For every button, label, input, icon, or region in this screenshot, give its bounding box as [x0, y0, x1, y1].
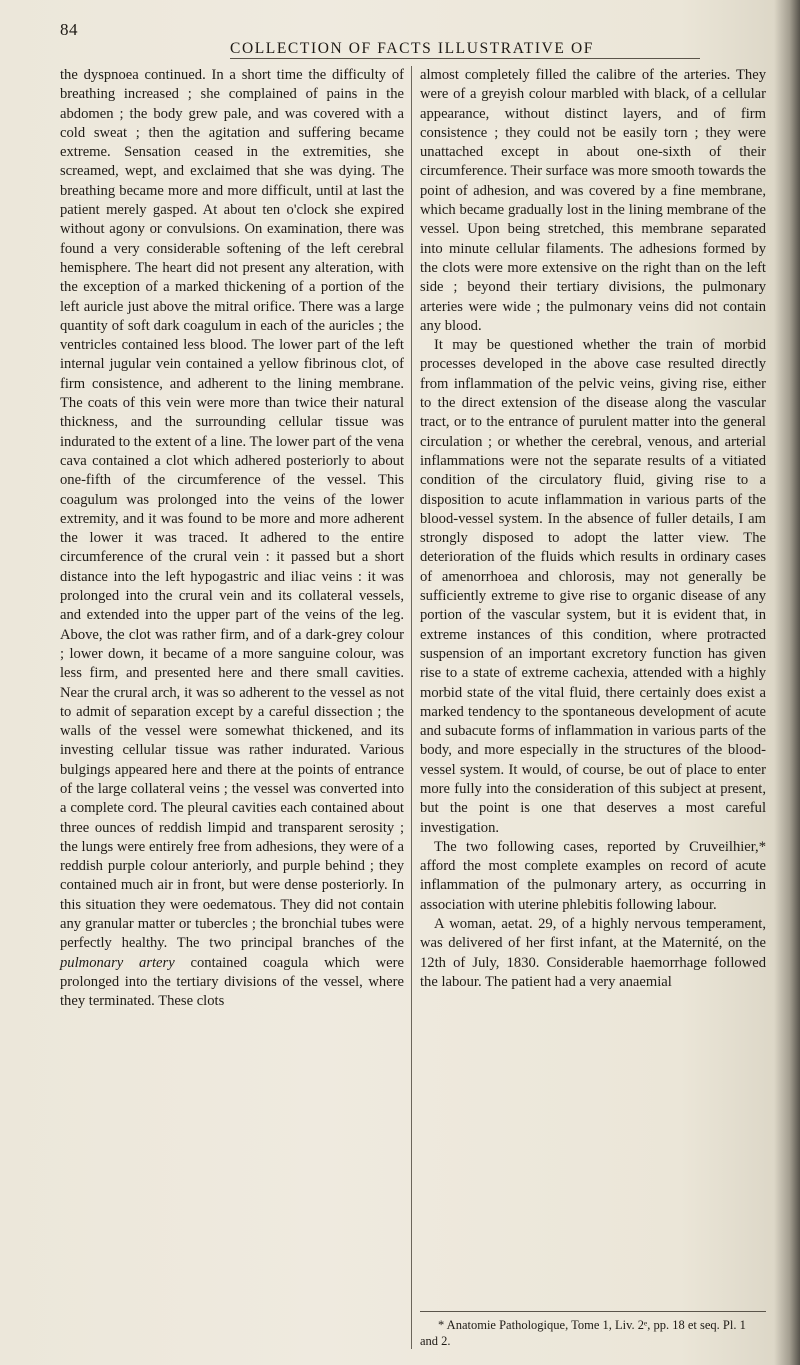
- left-column: [60, 66, 404, 1012]
- footnote: * Anatomie Pathologique, Tome 1, Liv. 2ᵉ, pp. 18 et seq. Pl. 1 and 2.: [420, 1318, 746, 1348]
- right-paragraph-4: A woman, aetat. 29, of a highly nervous temperament, was delivered of her first infant, at the Maternité, on the 12th of July, 1830. Considerable haemorrhage followed the labour. The patient had a very anaemial: [420, 916, 766, 990]
- left-paragraph-end: contained coagula which were prolonged into the tertiary divisions of the vessel, where they terminated. These clots: [60, 954, 404, 1010]
- right-paragraph-3: The two following cases, reported by Cruveilhier,* afford the most complete examples on record of acute inflammation of the pulmonary artery, as occurring in association with uterine phlebitis following labour.: [420, 838, 766, 913]
- footnote-rule: [420, 1311, 766, 1312]
- left-paragraph: [60, 66, 404, 1012]
- column-rule: [411, 66, 412, 1349]
- page-number: 84: [60, 20, 78, 39]
- left-paragraph-text: the dyspnoea continued. In a short time the difficulty of breathing increased ; she complained of pains in the abdomen ; the body grew pale, and was covered with a cold sweat ; then the agitation and suffering became extreme. Sensation ceased in the extremities, she screamed, wept, and exclaimed that she was dying. The breathing became more and more difficult, until at last the patient merely gasped. At about ten o'clock she expired without agony or convulsions. On examination, there was found a very considerable softening of the left cerebral hemisphere. The heart did not present any alteration, with the exception of a marked thickening of a portion of the left auricle just above the mitral orifice. There was a large quantity of soft dark coagulum in each of the auricles ; the ventricles contained less blood. The lower part of the left internal jugular vein contained a yellow fibrinous clot, of firm consistence, and adherent to the lining membrane. The coats of this vein were more than twice their natural thickness, and the surrounding cellular tissue was indurated to the extent of a line. The lower part of the vena cava contained a clot which adhered posteriorly to about one-fifth of the circumference of the vessel. This coagulum was prolonged into the veins of the lower extremity, and it was found to be more and more adherent the lower it was traced. It adhered to the entire circumference of the crural vein : it passed but a short distance into the left hypogastric and iliac veins : it was prolonged into the crural vein and its collateral vessels, and extended into the upper part of the veins of the leg. Above, the clot was rather firm, and of a dark-grey colour ; lower down, it became of a more sanguine colour, was less firm, and presented here and there small cavities. Near the crural arch, it was so adherent to the vessel as not to admit of separation except by a careful dissection ; the walls of the vessel were somewhat thickened, and its investing cellular tissue was rather indurated. Various bulgings appeared here and there at the points of entrance of the large collateral veins ; the vessel was converted into a complete cord. The pleural cavities each contained about three ounces of reddish limpid and transparent serosity ; the lungs were entirely free from adhesions, they were of a reddish purple colour anteriorly, and purple behind ; they contained much air in front, but were dense posteriorly. In this situation they were oedematous. They did not contain any granular matter or tubercles ; the bronchial tubes were perfectly healthy. The two principal branches of the: [60, 67, 404, 952]
- right-column: [420, 66, 766, 992]
- page-edge-shadow: [774, 0, 800, 1365]
- header-rule: [230, 58, 700, 59]
- right-paragraph-2: It may be questioned whether the train of morbid processes developed in the above case resulted directly from inflammation of the pelvic veins, giving rise, either to the direct extension of the disease along the vascular tract, or to the entrance of purulent matter into the general circulation ; or whether the cerebral, venous, and arterial inflammations were not the separate results of a vitiated condition of the circulatory fluid, giving rise to a disposition to acute inflammation in various parts of the blood-vessel system. In the absence of fuller details, I am strongly disposed to adopt the latter view. The deterioration of the fluids which results in ordinary cases of amenorrhoea and chlorosis, may not generally be sufficiently extreme to give rise to organic disease of any portion of the vascular system, but it is evident that, in extreme instances of this condition, where protracted suspension of an important excretory function has given rise to a state of extreme cachexia, attended with a highly morbid state of the vital fluid, there certainly does exist a marked tendency to the spontaneous development of acute and subacute forms of inflammation in various parts of the body, and more especially in the structures of the blood-vessel system. It would, of course, be out of place to enter more fully into the consideration of this subject at present, but the point is one that deserves a most careful investigation.: [420, 337, 766, 836]
- italic-term: pulmonary artery: [60, 954, 175, 971]
- running-head: COLLECTION OF FACTS ILLUSTRATIVE OF: [230, 40, 594, 57]
- right-paragraph-1: almost completely filled the calibre of the arteries. They were of a greyish colour marbled with black, of a cellular appearance, without distinct layers, and of firm consistence ; they could not be easily torn ; they were unattached except in about one-sixth of their circumference. Their surface was more smooth towards the point of adhesion, and was covered by a fine membrane, which became gradually lost in the lining membrane of the vessel. Upon being stretched, this membrane separated into minute cellular filaments. The adhesions formed by the clots were more extensive on the right than on the left side ; beyond their tertiary divisions, the pulmonary arteries were wide ; the pulmonary veins did not contain any blood.: [420, 67, 766, 334]
